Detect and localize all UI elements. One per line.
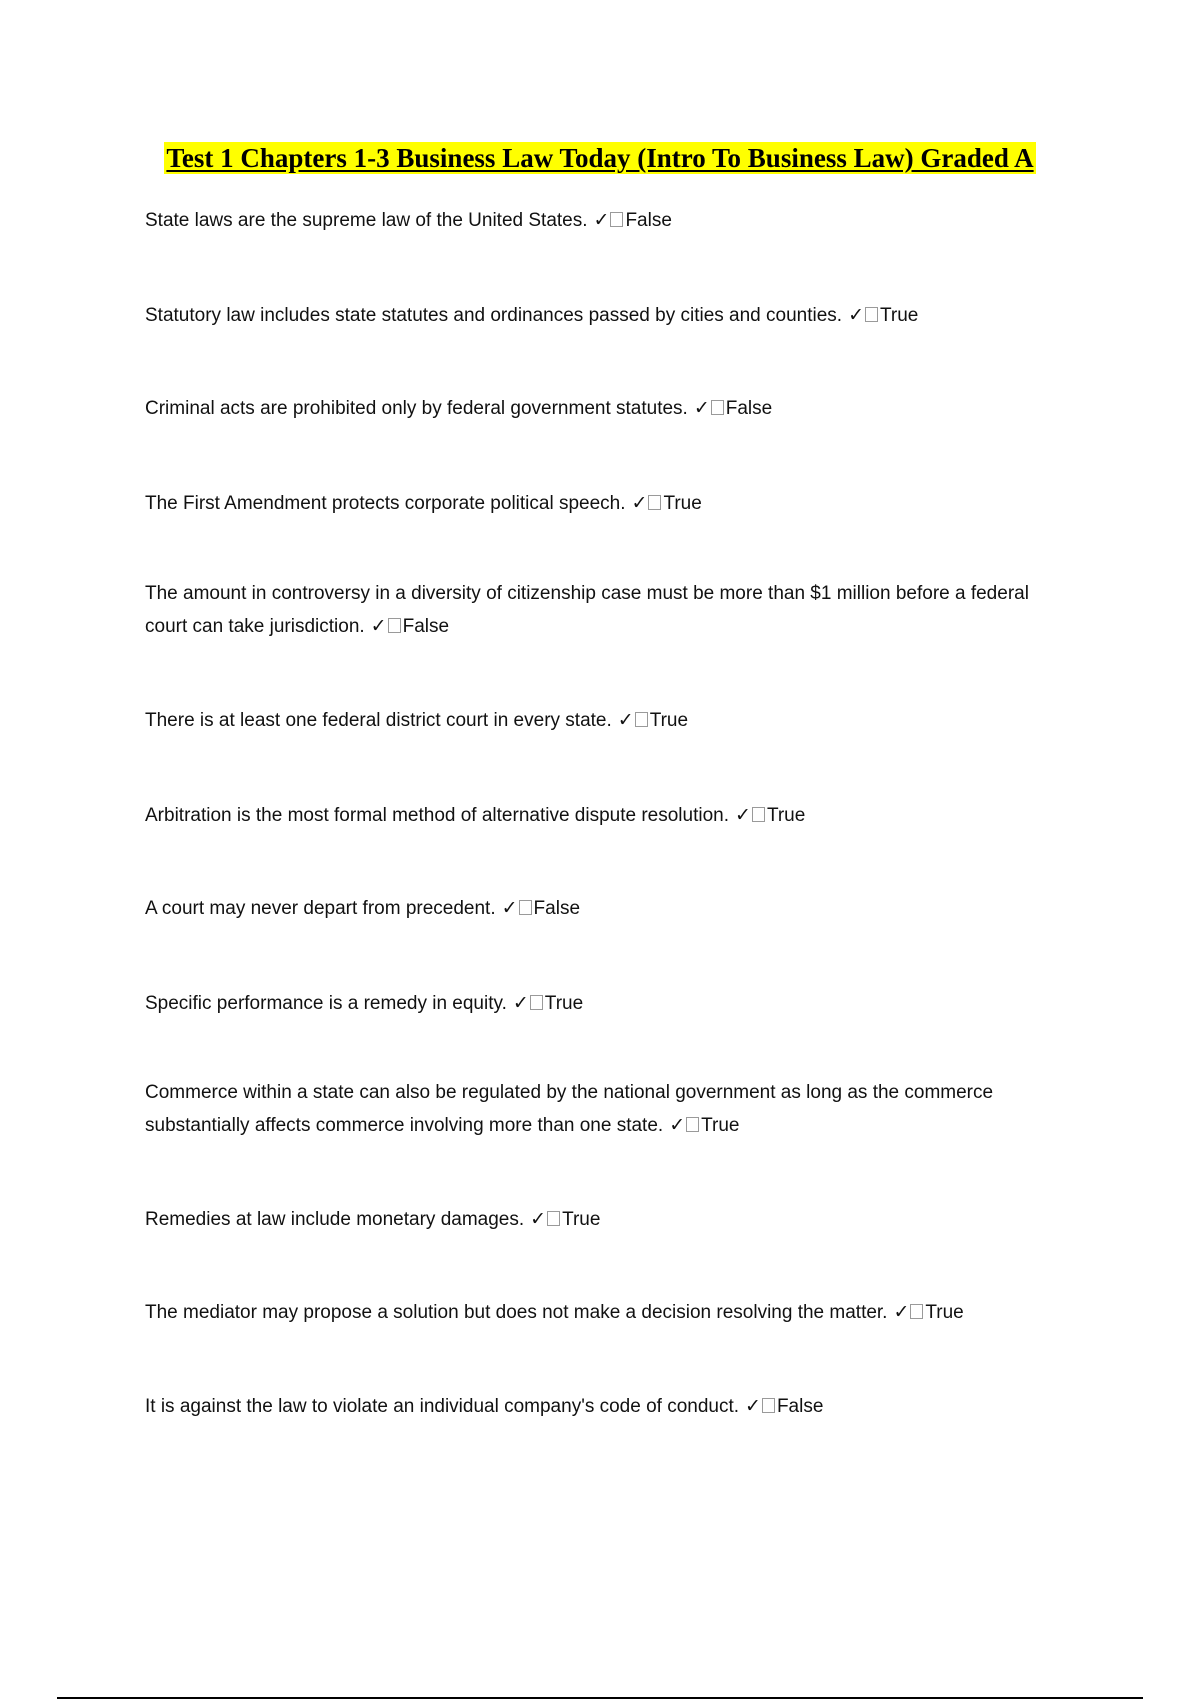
question-text: Specific performance is a remedy in equity. (145, 993, 507, 1014)
checkbox-icon (752, 807, 765, 822)
checkbox-icon (635, 712, 648, 727)
check-icon: ✓ (735, 804, 751, 826)
check-icon: ✓ (370, 615, 387, 637)
answer-text: True (562, 1209, 601, 1230)
question-item (145, 1203, 1065, 1236)
checkbox-icon (910, 1304, 923, 1319)
checkbox-icon (762, 1398, 775, 1413)
question-text: There is at least one federal district court in every state. (145, 710, 612, 731)
check-icon: ✓ (617, 709, 634, 731)
checkbox-icon (648, 495, 661, 510)
answer-text: False (725, 398, 773, 419)
question-item (145, 392, 1065, 425)
checkbox-icon (610, 212, 623, 227)
answer-text: False (402, 616, 450, 637)
check-icon: ✓ (631, 492, 648, 514)
checkbox-icon (519, 900, 532, 915)
question-text: State laws are the supreme law of the United States. (145, 210, 588, 231)
question-text: The mediator may propose a solution but does not make a decision resolving the matter. (145, 1302, 888, 1323)
answer-text: True (766, 805, 806, 826)
check-icon: ✓ (669, 1114, 686, 1136)
question-item (145, 1077, 1065, 1142)
checkbox-icon (547, 1211, 560, 1226)
question-item (145, 704, 1065, 737)
question-item (145, 892, 1065, 925)
answer-text: False (776, 1396, 824, 1417)
answer-text: True (663, 493, 702, 514)
check-icon: ✓ (512, 992, 529, 1014)
answer-text: False (625, 210, 672, 231)
question-text: It is against the law to violate an individual company's code of conduct. (145, 1396, 740, 1417)
checkbox-icon (530, 995, 543, 1010)
check-icon: ✓ (530, 1208, 547, 1230)
checkbox-icon (686, 1117, 699, 1132)
answer-text: True (544, 993, 584, 1014)
question-text: Criminal acts are prohibited only by federal government statutes. (145, 398, 688, 419)
question-text: Statutory law includes state statutes and ordinances passed by cities and counties. (145, 305, 843, 326)
question-text: The amount in controversy in a diversity of citizenship case must be more than $1 million before a federal court can take jurisdiction. (145, 583, 1029, 637)
checkbox-icon (388, 618, 401, 633)
check-icon: ✓ (501, 897, 518, 919)
question-item (145, 204, 1065, 237)
question-item (145, 1390, 1065, 1423)
question-item (145, 799, 1065, 832)
question-item (145, 1296, 1065, 1329)
question-text: Arbitration is the most formal method of alternative dispute resolution. (145, 805, 730, 826)
document-title: Test 1 Chapters 1-3 Business Law Today (Intro To Business Law) Graded A (166, 143, 1034, 173)
answer-text: True (880, 305, 919, 326)
check-icon: ✓ (893, 1301, 910, 1323)
checkbox-icon (711, 400, 724, 415)
question-text: A court may never depart from precedent. (145, 898, 496, 919)
check-icon: ✓ (848, 304, 864, 326)
question-item (145, 487, 1065, 520)
check-icon: ✓ (693, 397, 710, 419)
question-text: The First Amendment protects corporate political speech. (145, 493, 626, 514)
answer-text: True (649, 710, 689, 731)
answer-text: True (701, 1115, 740, 1136)
check-icon: ✓ (745, 1395, 761, 1417)
question-item (145, 987, 1065, 1020)
check-icon: ✓ (593, 209, 610, 231)
question-item (145, 299, 1065, 332)
checkbox-icon (865, 307, 878, 322)
footer-divider (57, 1697, 1143, 1699)
question-item (145, 578, 1065, 643)
answer-text: False (533, 898, 581, 919)
title-wrapper (0, 142, 1200, 174)
answer-text: True (925, 1302, 964, 1323)
question-text: Remedies at law include monetary damages. (145, 1209, 525, 1230)
question-text: Commerce within a state can also be regulated by the national government as long as the commerce substantially affects commerce involving more than one state. (145, 1082, 994, 1136)
